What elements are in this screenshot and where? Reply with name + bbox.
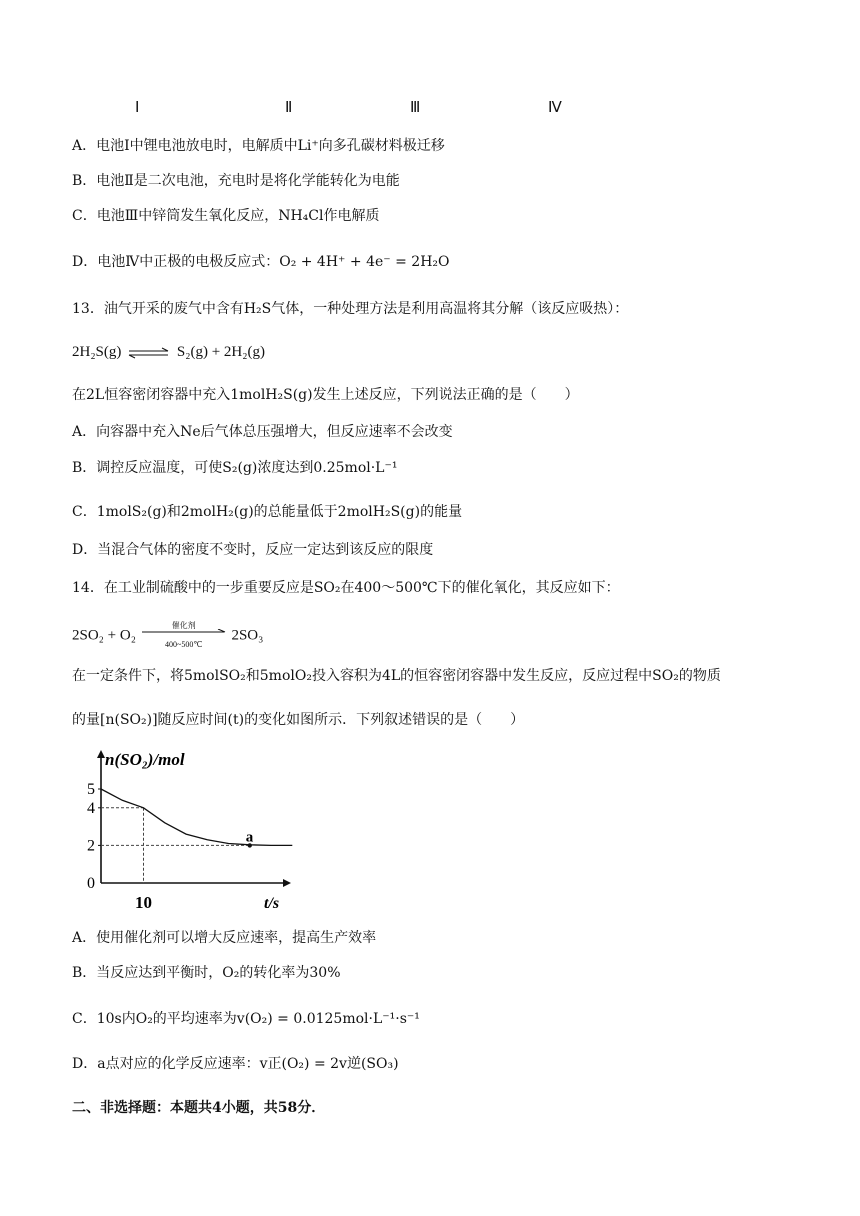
q13-condition: 在2L恒容密闭容器中充入1molH₂S(g)发生上述反应，下列说法正确的是（ ）: [72, 387, 579, 403]
q14-option-c: C．10s内O₂的平均速率为v(O₂) = 0.0125mol·L⁻¹·s⁻¹: [72, 1011, 420, 1027]
q12-option-c: C．电池Ⅲ中锌筒发生氧化反应，NH₄Cl作电解质: [72, 208, 380, 224]
point-a-label: a: [245, 829, 254, 846]
q12-option-a: A．电池Ⅰ中锂电池放电时，电解质中Li⁺向多孔碳材料极迁移: [72, 138, 445, 154]
q14-option-d: D．a点对应的化学反应速率：v正(O₂) = 2v逆(SO₃): [72, 1056, 399, 1072]
q13-option-a: A．向容器中充入Ne后气体总压强增大，但反应速率不会改变: [72, 424, 453, 440]
q13-equation-left: 2H₂S(g): [72, 344, 122, 360]
q14-condition-line-1: 在一定条件下，将5molSO₂和5molO₂投入容积为4L的恒容密闭容器中发生反应，反应过程中SO₂的物质: [72, 668, 721, 684]
reversible-arrow-icon: [128, 347, 170, 359]
q14-condition-line-2: 的量[n(SO₂)]随反应时间(t)的变化如图所示．下列叙述错误的是（ ）: [72, 712, 525, 728]
y-tick-label-5: 5: [87, 781, 95, 798]
q13-option-c: C．1molS₂(g)和2molH₂(g)的总能量低于2molH₂S(g)的能量: [72, 504, 463, 520]
y-tick-label-0: 0: [87, 875, 95, 892]
battery-label-4: Ⅳ: [548, 100, 562, 116]
battery-label-3: Ⅲ: [410, 100, 421, 116]
series-line: [101, 789, 292, 845]
q13-equation-right: S₂(g) + 2H₂(g): [176, 344, 265, 360]
q12-option-d: D．电池Ⅳ中正极的电极反应式：O₂ + 4H⁺ + 4e⁻ = 2H₂O: [72, 254, 450, 270]
so2-amount-chart: [80, 750, 310, 915]
y-tick-label-4: 4: [87, 799, 95, 817]
q14-stem: 14．在工业制硫酸中的一步重要反应是SO₂在400～500℃下的催化氧化，其反应如下：: [72, 580, 620, 596]
x-tick-label-10: 10: [135, 893, 152, 912]
x-axis-arrow-icon: [283, 879, 291, 887]
q13-equation: [72, 342, 265, 362]
y-tick-label-2: 2: [87, 837, 95, 855]
catalyst-label: 催化剂: [171, 621, 196, 630]
q14-equation-right: 2SO₃: [231, 627, 264, 644]
q14-option-a: A．使用催化剂可以增大反应速率，提高生产效率: [72, 930, 377, 946]
q12-option-b: B．电池Ⅱ是二次电池，充电时是将化学能转化为电能: [72, 173, 400, 189]
q13-option-d: D．当混合气体的密度不变时，反应一定达到该反应的限度: [72, 542, 434, 558]
battery-label-2: Ⅱ: [285, 100, 293, 116]
temperature-label: 400~500℃: [165, 640, 203, 649]
battery-label-1: Ⅰ: [135, 100, 140, 116]
q14-option-b: B．当反应达到平衡时，O₂的转化率为30%: [72, 965, 341, 981]
q13-option-b: B．调控反应温度，可使S₂(g)浓度达到0.25mol·L⁻¹: [72, 460, 398, 476]
y-axis-arrow-icon: [97, 750, 105, 758]
x-axis-label: t/s: [264, 895, 280, 912]
section-heading: 二、非选择题：本题共4小题，共58分．: [72, 1100, 326, 1116]
q14-equation-left: 2SO₂ + O₂: [72, 627, 136, 644]
q14-equation: [72, 618, 264, 649]
y-axis-label: n(SO₂)/mol: [105, 750, 185, 769]
q13-stem: 13．油气开采的废气中含有H₂S气体，一种处理方法是利用高温将其分解（该反应吸热）：: [72, 301, 629, 317]
